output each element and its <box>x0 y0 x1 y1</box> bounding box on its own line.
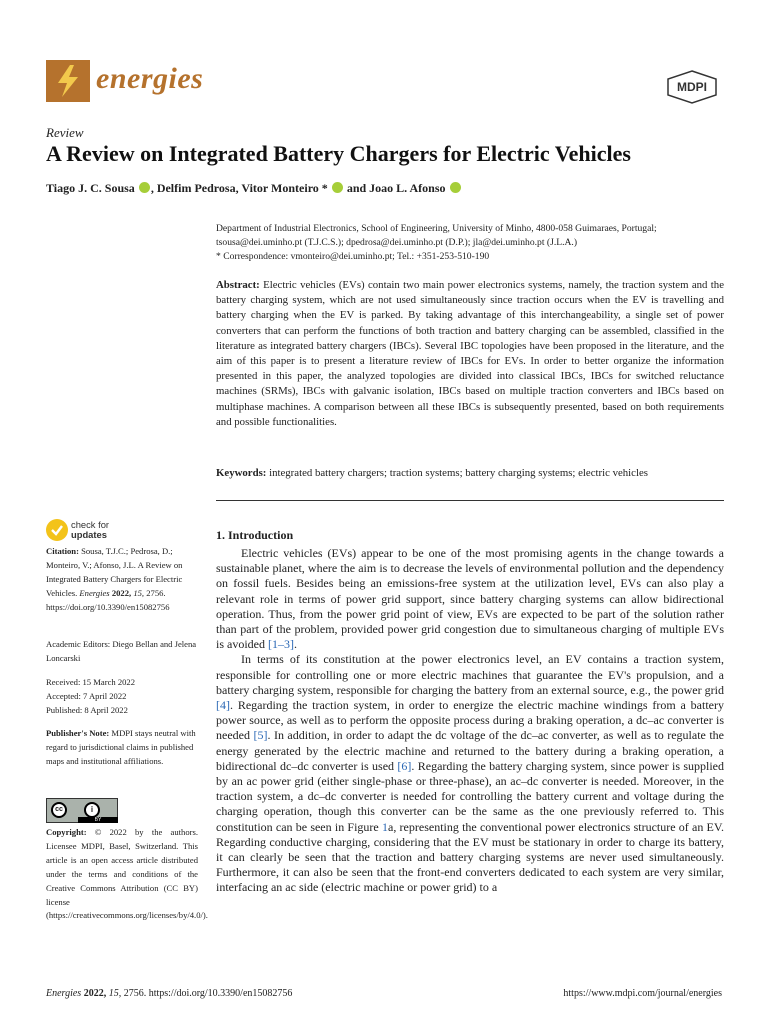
paragraph-2-text-e: a, representing the conventional power electronics structure of an EV. Regarding conductive charging, considering that the EV must be stationary in order to charge its battery, it can clearly be seen that the traction and battery charging systems are never used simultaneously. Furthermore, it can also be seen that the front-end converters dedicated to each system are very similar, interfacing an ac side (electric machine or power grid) to a <box>216 819 725 895</box>
citation-link[interactable]: [6] <box>397 758 412 773</box>
citation-journal: Energies <box>79 587 110 598</box>
citation-doi[interactable]: 2756. https://doi.org/10.3390/en15082756 <box>46 587 170 612</box>
orcid-icon[interactable] <box>450 182 461 193</box>
paragraph-2-text-d: . Regarding the battery charging system, since power is supplied by an ac power grid (either single-phase or three-phase), an ac–dc converter is needed. Moreover, in the traction system, a dc–dc converter is needed for controlling the battery current and voltage during the charging operation, though this converter can be the same as the one previously referred to. This constitution can be seen in Figure <box>216 758 725 834</box>
abstract <box>216 278 724 430</box>
footer-journal: Energies <box>46 988 82 999</box>
check-line2: updates <box>71 529 107 540</box>
keywords-label: Keywords: <box>216 467 267 479</box>
copyright-label: Copyright: <box>46 827 87 837</box>
keywords <box>216 467 724 479</box>
journal-name: energies <box>96 62 204 95</box>
citation-block <box>46 545 198 615</box>
body-text <box>216 546 724 896</box>
author-list: Tiago J. C. Sousa , Delfim Pedrosa, Vitor Monteiro * and Joao L. Afonso <box>46 181 462 196</box>
paragraph-2 <box>216 652 724 895</box>
received-date: Received: 15 March 2022 <box>46 677 136 687</box>
abstract-text: Electric vehicles (EVs) contain two main power electronics systems, namely, the traction system and the battery charging system, which are not used simultaneously since traction occurs when the EV is travelling and battery charging when the EV is parked. By taking advantage of this interchangeability, a single set of power converters that can perform the functions of both traction and battery charging can be assembled, classified in the literature as integrated battery chargers (IBCs). Several IBC topologies have been proposed in the literature, and the aim of this paper is to present a literature review of IBCs for EVs. In order to better organize the information presented in this paper, the analyzed topologies are divided into classical IBCs, IBCs for switched reluctance machines (SRMs), IBCs with galvanic isolation, IBCs based on multiple traction converters and IBCs based on multiphase machines. A comparison between all these IBCs is subsequently presented, based on both requirements and possible functionalities. <box>216 279 724 428</box>
orcid-icon[interactable] <box>332 182 343 193</box>
abstract-label: Abstract: <box>216 279 260 291</box>
citation-text: Sousa, T.J.C.; Pedrosa, D.; Monteiro, V.; Afonso, J.L. A Review on Integrated Battery Chargers for Electric Vehicles. <box>46 546 183 598</box>
author-2[interactable]: Delfim Pedrosa, <box>156 181 239 195</box>
page-title: A Review on Integrated Battery Chargers for Electric Vehicles <box>46 141 631 166</box>
citation-link[interactable]: [4] <box>216 698 230 713</box>
attribution-icon: i <box>84 802 100 818</box>
citation-link[interactable]: [1–3] <box>268 637 294 652</box>
publisher-note-text: MDPI stays neutral with regard to jurisdictional claims in published maps and institutional affiliations. <box>46 728 196 766</box>
publisher-note <box>46 727 198 769</box>
cc-by-label: BY <box>78 817 118 823</box>
check-for-updates-button[interactable] <box>46 517 198 547</box>
keywords-text: integrated battery chargers; traction systems; battery charging systems; electric vehicles <box>269 467 648 479</box>
check-updates-icon <box>46 519 68 541</box>
citation-link[interactable]: [5] <box>253 728 268 743</box>
cc-license-badge[interactable] <box>46 798 118 823</box>
published-date: Published: 8 April 2022 <box>46 704 128 715</box>
paragraph-1-text: Electric vehicles (EVs) appear to be one of the most promising agents in the change towards a sustainable planet, where the aim is to decrease the levels of environmental pollution and the dependency on fossil fuels. Besides being an emissions-free system at the utilization level, EVs can also play a relevant role in terms of power grid support, since battery charging systems can allow bidirectional operation. Thus, from the power grid point of view, EVs are expected to be part of the solution rather than part of the problem, provided power grid congestion due to simultaneous charging of multiple EVs is avoided <box>216 546 724 652</box>
paragraph-1: Electric vehicles (EVs) appear to be one of the most promising agents in the change towards a sustainable planet, where the aim is to decrease the levels of environmental pollution and the dependency on fossil fuels. Besides being an emissions-free system at the utilization level, EVs can also play a relevant role in terms of power grid support, since battery charging systems can allow bidirectional operation. Thus, from the power grid point of view, EVs are expected to be part of the solution rather than part of the problem, provided power grid congestion due to simultaneous charging of multiple EVs is avoided [1–3]. <box>216 546 724 652</box>
article-type: Review <box>46 125 84 140</box>
section-heading: 1. Introduction <box>216 528 294 542</box>
author-4[interactable]: and Joao L. Afonso <box>346 181 446 195</box>
citation-vol: 15, <box>133 587 145 598</box>
academic-editors: Academic Editors: Diego Bellan and Jelena Loncarski <box>46 639 197 663</box>
footer-vol: 15, <box>108 988 122 999</box>
divider <box>216 500 724 501</box>
footer-journal-url[interactable]: https://www.mdpi.com/journal/energies <box>563 988 722 999</box>
paragraph-2-text-a: In terms of its constitution at the power electronics level, an EV contains a traction system, responsible for controlling one or more electric machines that guarantee the EV's propulsion, and a battery charging system, responsible for charging the battery from an external source, e.g., the power grid <box>216 652 724 697</box>
author-3[interactable]: Vitor Monteiro * <box>241 181 328 195</box>
citation-year: 2022, <box>111 587 132 598</box>
footer-doi[interactable]: 2756. https://doi.org/10.3390/en15082756 <box>123 988 293 999</box>
copyright-text: © 2022 by the authors. Licensee MDPI, Basel, Switzerland. This article is an open access article distributed under the terms and conditions of the Creative Commons Attribution (CC BY) license (https://creativecommons.org/licenses/by/4.0/). <box>46 827 208 921</box>
accepted-date: Accepted: 7 April 2022 <box>46 690 127 701</box>
footer-citation <box>46 988 292 999</box>
journal-logo-icon <box>46 60 90 102</box>
citation-label: Citation: <box>46 546 79 556</box>
affiliation-emails[interactable]: tsousa@dei.uminho.pt (T.J.C.S.); dpedrosa@dei.uminho.pt (D.P.); jla@dei.uminho.pt (J.L.A.) <box>216 237 578 248</box>
dates-block <box>46 676 198 718</box>
mdpi-logo-text: MDPI <box>677 80 707 94</box>
mdpi-logo <box>666 70 718 104</box>
affiliation-line: Department of Industrial Electronics, School of Engineering, University of Minho, 4800-058 Guimaraes, Portugal; <box>216 223 657 234</box>
check-line1: check for <box>71 519 110 530</box>
footer-year: 2022, <box>83 988 107 999</box>
copyright-block <box>46 826 208 923</box>
paragraph-2-text-b: . Regarding the traction system, in order to energize the electric machine windings from a battery power source, as well as to perform the opposite process during a braking operation, a dc–ac converter is needed <box>216 698 724 743</box>
cc-icon: cc <box>51 802 67 818</box>
correspondence[interactable]: * Correspondence: vmonteiro@dei.uminho.pt; Tel.: +351-253-510-190 <box>216 251 490 262</box>
affiliation <box>216 222 724 264</box>
paragraph-2-text-c: . In addition, in order to adapt the dc voltage of the dc–ac converter, as well as to regulate the energy generated by the electric machine and returned to the battery during a braking operation, a bidirectional dc–dc converter is used <box>216 728 724 773</box>
author-1[interactable]: Tiago J. C. Sousa <box>46 181 135 195</box>
orcid-icon[interactable] <box>139 182 150 193</box>
publisher-note-label: Publisher's Note: <box>46 728 110 738</box>
figure-link[interactable]: 1 <box>382 819 388 834</box>
